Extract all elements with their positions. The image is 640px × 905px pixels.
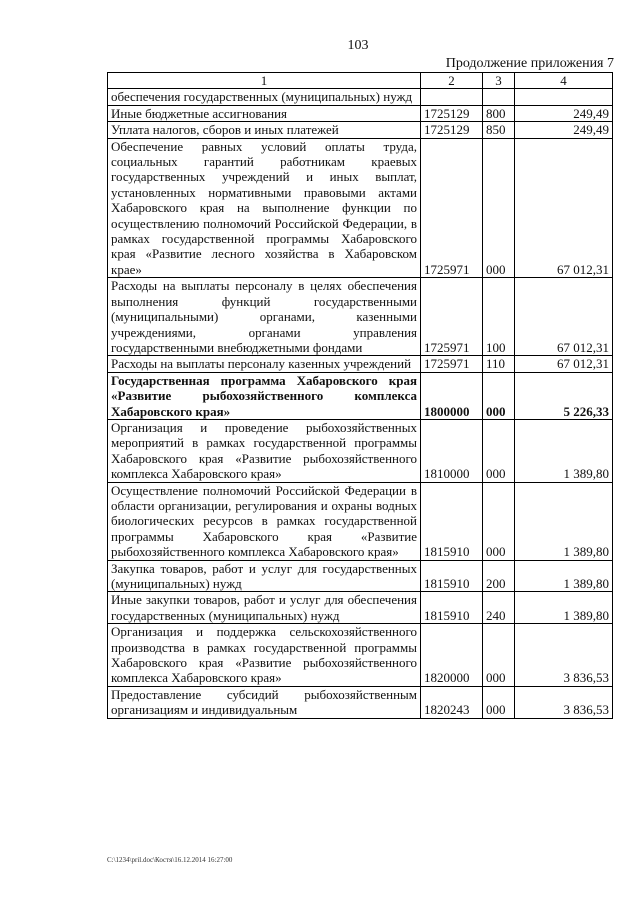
cell-code: 1820000 <box>421 624 483 687</box>
table-row <box>108 372 613 419</box>
cell-type: 850 <box>483 122 515 138</box>
cell-code: 1725971 <box>421 278 483 356</box>
cell-code: 1725129 <box>421 105 483 121</box>
table-header-row <box>108 73 613 89</box>
cell-name: Иные закупки товаров, работ и услуг для обеспечения государственных (муниципальных) нужд <box>108 592 421 624</box>
cell-name: Уплата налогов, сборов и иных платежей <box>108 122 421 138</box>
cell-type: 240 <box>483 592 515 624</box>
cell-amount: 3 836,53 <box>515 624 613 687</box>
table-row <box>108 89 613 105</box>
cell-type: 000 <box>483 686 515 718</box>
cell-code: 1815910 <box>421 482 483 560</box>
cell-name: Закупка товаров, работ и услуг для государственных (муниципальных) нужд <box>108 560 421 592</box>
table-row <box>108 356 613 372</box>
cell-type: 000 <box>483 138 515 278</box>
cell-amount: 249,49 <box>515 122 613 138</box>
cell-name: Организация и поддержка сельскохозяйственного производства в рамках государственной программы Хабаровского края «Развитие рыбохозяйственного комплекса Хабаровского края» <box>108 624 421 687</box>
table-row <box>108 138 613 278</box>
cell-type: 000 <box>483 419 515 482</box>
cell-amount: 67 012,31 <box>515 356 613 372</box>
cell-type: 110 <box>483 356 515 372</box>
cell-type: 000 <box>483 372 515 419</box>
table-row <box>108 278 613 356</box>
table-row <box>108 482 613 560</box>
cell-amount: 67 012,31 <box>515 278 613 356</box>
cell-name: Осуществление полномочий Российской Федерации в области организации, регулирования и охраны водных биологических ресурсов в рамках государственной программы Хабаровского края «Развитие рыбохозяйственного комплекса Хабаровского края» <box>108 482 421 560</box>
cell-code: 1815910 <box>421 560 483 592</box>
cell-code <box>421 89 483 105</box>
cell-type: 000 <box>483 624 515 687</box>
table-row <box>108 122 613 138</box>
cell-amount: 3 836,53 <box>515 686 613 718</box>
table-row <box>108 686 613 718</box>
cell-amount: 249,49 <box>515 105 613 121</box>
cell-code: 1810000 <box>421 419 483 482</box>
column-header-name: 1 <box>108 73 421 89</box>
cell-amount <box>515 89 613 105</box>
cell-type <box>483 89 515 105</box>
cell-type: 800 <box>483 105 515 121</box>
cell-name: Иные бюджетные ассигнования <box>108 105 421 121</box>
table-body <box>108 89 613 718</box>
cell-code: 1815910 <box>421 592 483 624</box>
cell-code: 1725129 <box>421 122 483 138</box>
cell-code: 1725971 <box>421 356 483 372</box>
cell-name: Организация и проведение рыбохозяйственных мероприятий в рамках государственной программы Хабаровского края «Развитие рыбохозяйственного комплекса Хабаровского края» <box>108 419 421 482</box>
cell-type: 000 <box>483 482 515 560</box>
column-header-code: 2 <box>421 73 483 89</box>
cell-code: 1725971 <box>421 138 483 278</box>
cell-amount: 1 389,80 <box>515 560 613 592</box>
cell-name: Государственная программа Хабаровского края «Развитие рыбохозяйственного комплекса Хабаровского края» <box>108 372 421 419</box>
cell-type: 200 <box>483 560 515 592</box>
table-row <box>108 624 613 687</box>
cell-amount: 1 389,80 <box>515 419 613 482</box>
column-header-amount: 4 <box>515 73 613 89</box>
cell-name: Расходы на выплаты персоналу казенных учреждений <box>108 356 421 372</box>
cell-amount: 1 389,80 <box>515 482 613 560</box>
cell-amount: 67 012,31 <box>515 138 613 278</box>
table-row <box>108 419 613 482</box>
cell-amount: 5 226,33 <box>515 372 613 419</box>
cell-name: Предоставление субсидий рыбохозяйственным организациям и индивидуальным <box>108 686 421 718</box>
cell-name: обеспечения государственных (муниципальных) нужд <box>108 89 421 105</box>
cell-amount: 1 389,80 <box>515 592 613 624</box>
cell-name: Обеспечение равных условий оплаты труда, социальных гарантий работникам краевых государственных учреждений и иных выплат, установленных нормативными правовыми актами Хабаровского края на выполнение функции по осуществлению полномочий Российской Федерации, в рамках государственной программы Хабаровского края «Развитие лесного хозяйства в Хабаровском крае» <box>108 138 421 278</box>
cell-type: 100 <box>483 278 515 356</box>
continuation-note: Продолжение приложения 7 <box>445 56 614 71</box>
table-row <box>108 560 613 592</box>
column-header-type: 3 <box>483 73 515 89</box>
cell-name: Расходы на выплаты персоналу в целях обеспечения выполнения функций государственными (муниципальными) органами, казенными учреждениями, органами управления государственными внебюджетными фондами <box>108 278 421 356</box>
cell-code: 1820243 <box>421 686 483 718</box>
page-number: 103 <box>347 38 369 53</box>
table-row <box>108 592 613 624</box>
footer-file-path: C:\1234\pril.doc\Костя\16.12.2014 16:27:00 <box>107 856 233 864</box>
budget-table <box>107 72 613 719</box>
cell-code: 1800000 <box>421 372 483 419</box>
table-row <box>108 105 613 121</box>
